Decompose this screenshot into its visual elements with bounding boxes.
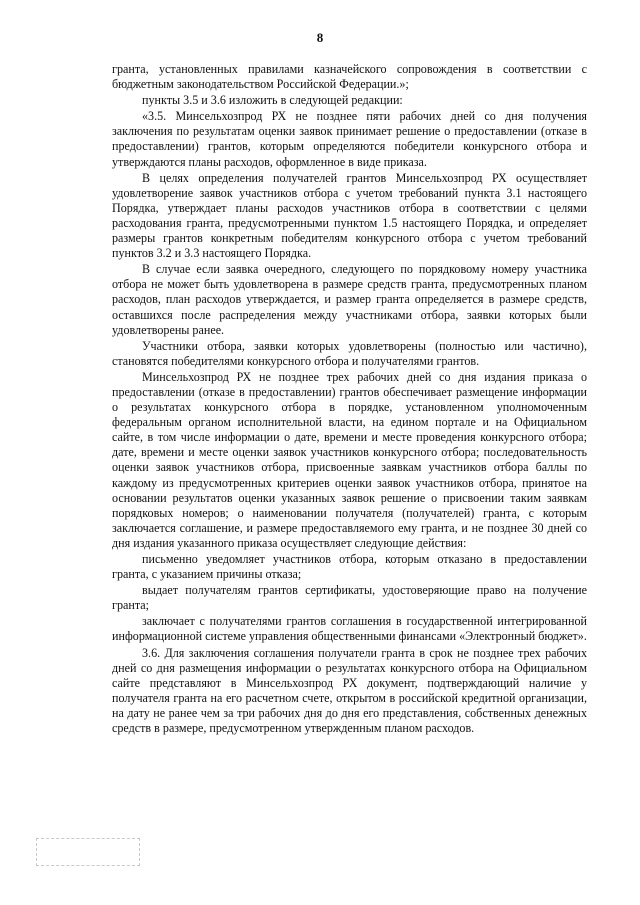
paragraph: 3.6. Для заключения соглашения получатели гранта в срок не позднее трех рабочих дней со дня размещения информации о результатах конкурсного отбора на Официальном сайте представляют в Минсельхозпрод РХ документ, подтверждающий наличие у получателя гранта на его расчетном счете, открытом в российской кредитной организации, на дату не ранее чем за три рабочих дня до дня его представления, собственных денежных средств в размере, предусмотренном утвержденным планом расходов. [112,645,587,736]
paragraph: выдает получателям грантов сертификаты, удостоверяющие право на получение гранта; [112,583,587,613]
paragraph: гранта, установленных правилами казначейского сопровождения в соответствии с бюджетным законодательством Российской Федерации.»; [112,62,587,92]
paragraph: В целях определения получателей грантов Минсельхозпрод РХ осуществляет удовлетворение заявок участников отбора с учетом требований пункта 3.1 настоящего Порядка, утверждает планы расходов участников отбора в соответствии с целями расходования гранта, предусмотренными пунктом 1.5 настоящего Порядка, и определяет размеры грантов конкретным победителям конкурсного отбора с учетом требований пунктов 3.2 и 3.3 настоящего Порядка. [112,170,587,261]
paragraph: заключает с получателями грантов соглашения в государственной интегрированной информационной системе управления общественными финансами «Электронный бюджет». [112,614,587,644]
paragraph: «3.5. Минсельхозпрод РХ не позднее пяти рабочих дней со дня получения заключения по результатам оценки заявок принимает решение о предоставлении (отказе в предоставлении) грантов, которым определяются победители конкурсного отбора и утверждаются планы расходов, оформленное в виде приказа. [112,109,587,169]
paragraph: В случае если заявка очередного, следующего по порядковому номеру участника отбора не может быть удовлетворена в размере средств гранта, предусмотренных планом расходов, план расходов утверждается, и размер гранта определяется в размере средств, оставшихся после распределения между участниками отбора, заявки которых были удовлетворены ранее. [112,262,587,337]
faint-stamp-mark [36,838,140,866]
paragraph: письменно уведомляет участников отбора, которым отказано в предоставлении гранта, с указанием причины отказа; [112,552,587,582]
document-body [112,62,587,737]
paragraph: пункты 3.5 и 3.6 изложить в следующей редакции: [142,93,403,108]
paragraph: Участники отбора, заявки которых удовлетворены (полностью или частично), становятся победителями конкурсного отбора и получателями грантов. [112,338,587,368]
paragraph: Минсельхозпрод РХ не позднее трех рабочих дней со дня издания приказа о предоставлении (отказе в предоставлении) грантов обеспечивает размещение информации о результатах конкурсного отбора в порядке, установленном уполномоченным федеральным органом исполнительной власти, на едином портале и на Официальном сайте, в том числе информации о дате, времени и месте проведения конкурсного отбора; дате, времени и месте оценки заявок участников конкурсного отбора; последовательность оценки заявок участников отбора, присвоенные заявкам участников отбора баллы по каждому из предусмотренных критериев оценки заявок участников отбора, принятое на основании результатов оценки указанных заявок решение о присвоении таким заявкам порядковых номеров; о наименовании получателя (получателей) гранта, с которым заключается соглашение, и размере предоставляемого ему гранта, и не позднее 30 дней со дня издания указанного приказа осуществляет следующие действия: [112,369,587,550]
page-number: 8 [316,30,324,45]
